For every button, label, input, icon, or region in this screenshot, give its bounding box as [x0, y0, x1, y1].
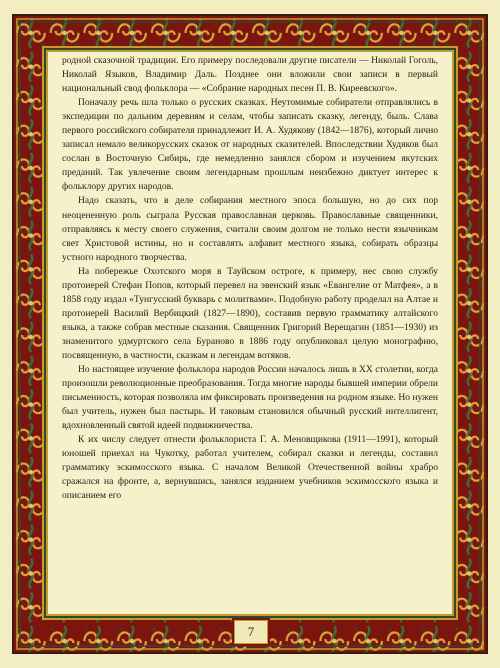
body-text — [62, 54, 438, 504]
paragraph: Надо сказать, что в деле собирания местного эпоса большую, но до сих пор неоцененную роль сыграла Русская православная церковь. Православные священники, отправляясь к месту своего служения, считали своим долгом не только нести язычникам свет Христовой истины, но и составлять алфавит местного языка, собирать образцы устного народного творчества. — [62, 195, 438, 263]
paragraph: Но настоящее изучение фольклора народов России началось лишь в XX столетии, когда произошли революционные преобразования. Тогда многие народы бывшей империи обрели письменность, которая позволяла им фиксировать произведения на родном языке. Но нужен был учитель, нужен был пастырь. И таковым становился обычный русский интеллигент, вдохновленный святой идеей подвижничества. — [62, 364, 438, 432]
paragraph: Поначалу речь шла только о русских сказках. Неутомимые собиратели отправлялись в экспедиции по дальним деревням и селам, чтобы записать сказку, легенду, быль. Слава первого российского собирателя принадлежит И. А. Худякову (1842—1876), который лично записал немало великорусских сказок от народных сказителей. Впоследствии Худяков был сослан в Восточную Сибирь, где немедленно занялся сбором и изучением якутских преданий. Так увлечение своим легендарным прошлым неизбежно диктует интерес к фольклору других народов. — [62, 97, 438, 193]
paragraph: К их числу следует отнести фольклориста Г. А. Меновщикова (1911—1991), который юношей приехал на Чукотку, работал учителем, собирал сказки и легенды, составил грамматику эскимосского языка. С началом Великой Отечественной войны храбро сражался на фронте, а, вернувшись, занялся изданием учебников эскимосского языка и описанием его — [62, 434, 438, 502]
paragraph: родной сказочной традиции. Его примеру последовали другие писатели — Николай Гоголь, Николай Языков, Владимир Даль. Позднее они вложили свои записи в первый национальный свод фольклора — «Собрание народных песен П. В. Киреевского». — [62, 55, 438, 95]
page-number: 7 — [234, 620, 268, 644]
paragraph: На побережье Охотского моря в Тауйском остроге, к примеру, нес свою службу протоиерей Стефан Попов, который перевел на эвенский язык «Евангелие от Матфея», а в 1858 году издал «Тунгусский букварь с молитвами». Подобную работу проделал на Алтае и протоиерей Василий Вербицкий (1827—1890), составив первую грамматику алтайского языка, а также собрав местные сказания. Священник Григорий Верещагин (1851—1930) из знаменитого удмуртского села Бураново в 1886 году опубликовал целую монографию, посвященную, в частности, сказкам и легендам вотяков. — [62, 265, 438, 361]
